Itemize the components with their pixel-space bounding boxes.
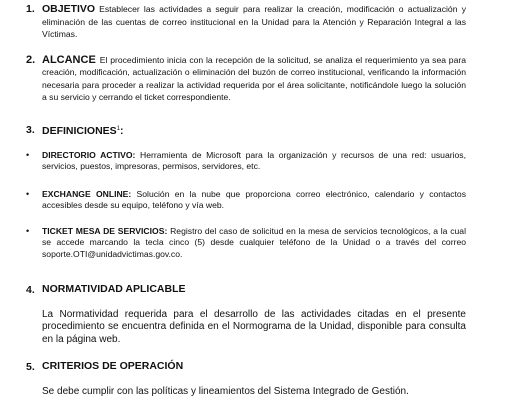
section-number: 5. (26, 361, 35, 373)
definition-text (42, 189, 466, 212)
section-paragraph (42, 54, 466, 103)
section-title: CRITERIOS DE OPERACIÓN (42, 360, 184, 372)
section-paragraph: Se debe cumplir con las políticas y lineamientos del Sistema Integrado de Gestión. (42, 386, 409, 397)
footnote-marker: 1 (116, 126, 121, 132)
section-title: ALCANCE (42, 54, 96, 66)
section-title: DEFINICIONES (42, 124, 117, 137)
section-heading (42, 284, 466, 295)
definition-text (42, 150, 466, 173)
bullet-icon: • (26, 150, 30, 160)
section-heading (42, 124, 466, 137)
definition-term: TICKET MESA DE SERVICIOS: (42, 226, 168, 236)
section-number: 4. (26, 284, 35, 296)
section-heading (42, 361, 466, 372)
section-number: 3. (26, 124, 35, 136)
section-text: El procedimiento inicia con la recepción de la solicitud, se analiza el requerimiento ya sea para creación, modificación, actualización o eliminación del buzón de correo institucional, verificando la información necesaria para proceder a realizar la actividad requerida por el área solicitante, notificándole luego la solución a su servicio y cerrando el ticket correspondiente. (42, 55, 466, 102)
bullet-icon: • (26, 226, 30, 236)
section-title: OBJETIVO (42, 3, 96, 15)
section-number: 2. (26, 54, 36, 66)
definition-description: Herramienta de Microsoft para la organización y recursos de una red: usuarios, servicios, puestos, impresoras, permisos, servidores, etc. (42, 150, 466, 172)
section-text: Establecer las actividades a seguir para realizar la creación, modificación o actualización y eliminación de las cuentas de correo institucional en la Unidad para la Atención y Reparación Integral a las Víctimas. (42, 4, 466, 39)
definition-description: Registro del caso de solicitud en la mesa de servicios tecnológicos, a la cual se accede marcando la tecla cinco (5) desde cualquier teléfono de la Unidad o a través del correo soporte.OTI@unidadvictimas.gov.co. (42, 226, 466, 259)
section-paragraph (42, 3, 466, 41)
section-title-suffix: : (120, 124, 124, 137)
definition-term: DIRECTORIO ACTIVO: (42, 150, 136, 160)
bullet-icon: • (26, 189, 30, 199)
definition-term: EXCHANGE ONLINE: (42, 189, 132, 199)
definition-description: Solución en la nube que proporciona correo electrónico, calendario y contactos accesibles desde su equipo, teléfono y vía web. (42, 189, 467, 211)
section-paragraph: La Normatividad requerida para el desarrollo de las actividades citadas en el presente procedimiento se encuentra definida en el Normograma de la Unidad, disponible para consulta en la página web. (42, 309, 466, 345)
section-title: NORMATIVIDAD APLICABLE (42, 283, 186, 295)
section-number: 1. (26, 3, 35, 15)
definition-text (42, 226, 466, 260)
